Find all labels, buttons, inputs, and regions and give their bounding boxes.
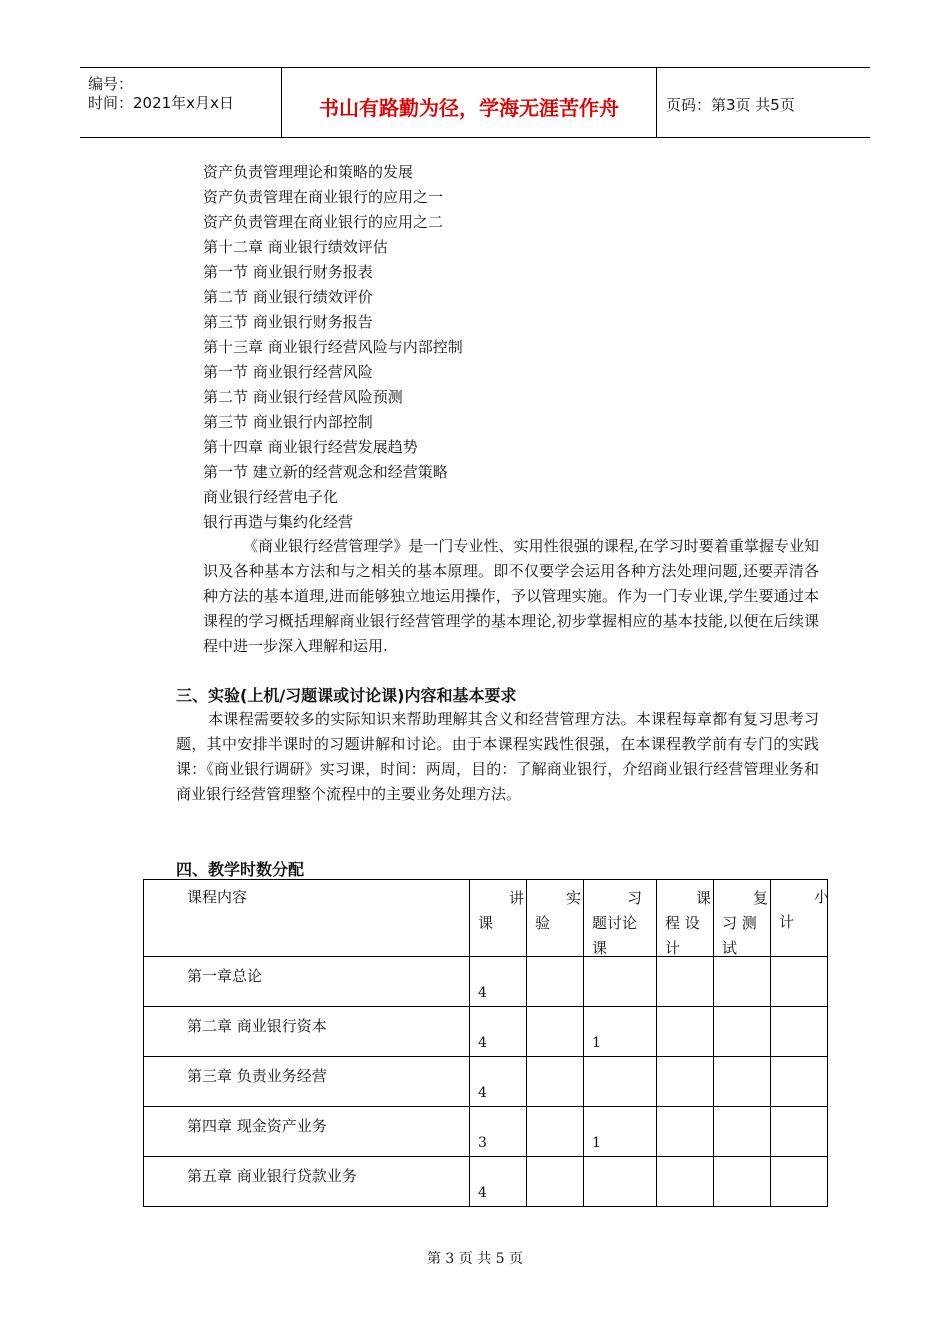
outline-item: 第二节 商业银行绩效评价 — [203, 288, 373, 306]
header-cell-content: 课程内容 — [144, 880, 470, 957]
outline-item: 资产负责管理在商业银行的应用之一 — [203, 188, 444, 206]
header-cell-subtotal: 小 计 — [771, 880, 828, 957]
row-lecture-hours: 4 — [478, 1035, 487, 1051]
outline-item: 第一节 商业银行财务报表 — [203, 263, 373, 281]
table-row — [144, 1157, 828, 1207]
outline-item: 资产负责管理在商业银行的应用之二 — [203, 213, 444, 231]
row-course-name: 第三章 负责业务经营 — [187, 1067, 327, 1085]
header-cell-review: 复 习 测 试 — [714, 880, 771, 957]
outline-item: 第十四章 商业银行经营发展趋势 — [203, 438, 418, 456]
row-lecture-hours: 4 — [478, 1185, 487, 1201]
row-exercise-hours: 1 — [592, 1035, 601, 1051]
outline-item: 商业银行经营电子化 — [203, 488, 339, 506]
outline-item: 第二节 商业银行经营风险预测 — [203, 388, 403, 406]
header-divider — [656, 68, 657, 137]
row-course-name: 第四章 现金资产业务 — [187, 1117, 327, 1135]
outline-item: 银行再造与集约化经营 — [203, 513, 354, 531]
table-row — [144, 1057, 828, 1107]
outline-item: 第一节 建立新的经营观念和经营策略 — [203, 463, 448, 481]
header-motto: 书山有路勤为径，学海无涯苦作舟 — [319, 96, 619, 120]
intro-paragraph — [203, 534, 819, 659]
row-lecture-hours: 3 — [478, 1135, 487, 1151]
outline-item: 第十三章 商业银行经营风险与内部控制 — [203, 338, 463, 356]
row-exercise-hours: 1 — [592, 1135, 601, 1151]
section-3-body — [176, 707, 819, 807]
section-3-body-text: 本课程需要较多的实际知识来帮助理解其含义和经营管理方法。本课程每章都有复习思考习题，其中安排半课时的习题讲解和讨论。由于本课程实践性很强，在本课程教学前有专门的实践课：《商业银行调研》实习课，时间：两周，目的：了解商业银行，介绍商业银行经营管理业务和商业银行经营管理整个流程中的主要业务处理方法。 — [176, 710, 819, 803]
outline-item: 第三节 商业银行财务报告 — [203, 313, 373, 331]
header-page-label: 页码：第3页 共5页 — [666, 96, 795, 114]
teaching-hours-table — [143, 879, 828, 1207]
document-time-label: 时间：2021年x月x日 — [88, 94, 234, 112]
course-outline-list — [203, 160, 463, 535]
row-lecture-hours: 4 — [478, 1085, 487, 1101]
row-course-name: 第五章 商业银行贷款业务 — [187, 1167, 357, 1185]
page-footer: 第 3 页 共 5 页 — [426, 1251, 524, 1267]
section-3-heading: 三、实验(上机/习题课或讨论课)内容和基本要求 — [176, 686, 517, 705]
table-row — [144, 1107, 828, 1157]
table-row — [144, 1007, 828, 1057]
header-cell-design: 课 程 设 计 — [657, 880, 714, 957]
table-header-row — [144, 880, 828, 957]
outline-item: 第十二章 商业银行绩效评估 — [203, 238, 388, 256]
outline-item: 资产负责管理理论和策略的发展 — [203, 163, 414, 181]
row-course-name: 第一章总论 — [187, 967, 263, 985]
intro-paragraph-text: 《商业银行经营管理学》是一门专业性、实用性很强的课程,在学习时要着重掌握专业知识及各种基本方法和与之相关的基本原理。即不仅要学会运用各种方法处理问题,还要弄清各种方法的基本道理,进而能够独立地运用操作，予以管理实施。作为一门专业课,学生要通过本课程的学习概括理解商业银行经营管理学的基本理论,初步掌握相应的基本技能,以便在后续课程中进一步深入理解和运用. — [203, 537, 819, 655]
outline-item: 第一节 商业银行经营风险 — [203, 363, 373, 381]
row-course-name: 第二章 商业银行资本 — [187, 1017, 327, 1035]
header-cell-exercise: 习 题讨论 课 — [584, 880, 657, 957]
page-header — [80, 67, 870, 138]
table-row — [144, 957, 828, 1007]
section-4-heading: 四、教学时数分配 — [176, 860, 305, 879]
row-lecture-hours: 4 — [478, 985, 487, 1001]
document-number-label: 编号： — [88, 75, 134, 93]
outline-item: 第三节 商业银行内部控制 — [203, 413, 373, 431]
header-cell-lecture: 讲 课 — [470, 880, 527, 957]
header-cell-lab: 实 验 — [527, 880, 584, 957]
